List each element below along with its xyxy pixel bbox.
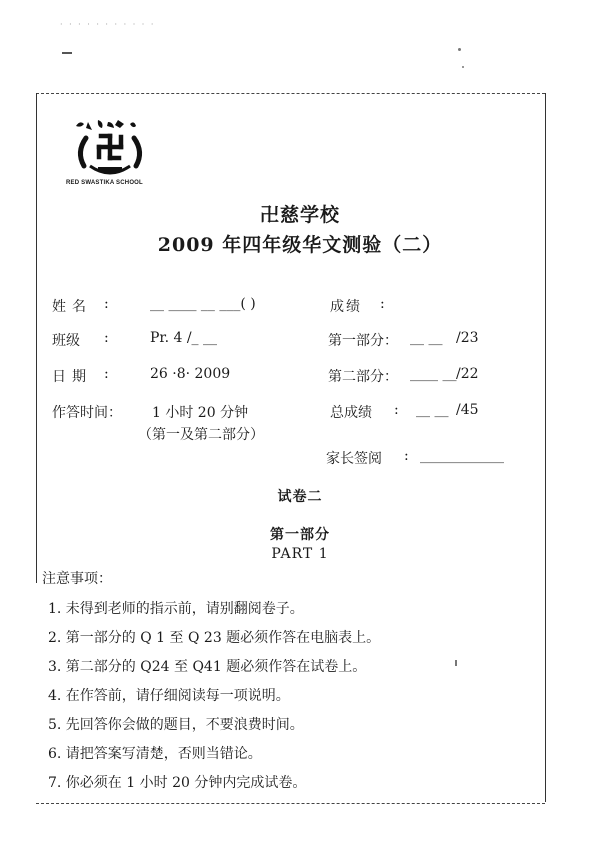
scan-header-noise: · · · · · · · · · · · xyxy=(60,20,156,29)
list-item: 6. 请把答案写清楚，否则当错论。 xyxy=(48,746,262,762)
scan-speck xyxy=(458,48,461,51)
part1-score-total: /23 xyxy=(456,330,479,346)
date-colon: : xyxy=(104,366,109,382)
school-logo-caption: RED SWASTIKA SCHOOL xyxy=(66,180,143,186)
date-value: 26 ·8· 2009 xyxy=(150,366,231,382)
list-item: 4. 在作答前，请仔细阅读每一项说明。 xyxy=(48,688,290,704)
list-item: 2. 第一部分的 Q 1 至 Q 23 题必须作答在电脑表上。 xyxy=(48,630,381,646)
name-label: 姓名 xyxy=(52,299,92,315)
list-item: 5. 先回答你会做的题目，不要浪费时间。 xyxy=(48,717,304,733)
scan-mark xyxy=(62,52,72,54)
paper-label: 试卷二 xyxy=(277,489,323,505)
part-label-cn: 第一部分 xyxy=(270,527,330,543)
overall-score-label: 总成绩 xyxy=(330,405,372,421)
part1-score-blank: __ __ xyxy=(410,330,443,346)
parent-signature-label: 家长签阅 xyxy=(326,451,382,467)
part1-score-label: 第一部分： xyxy=(328,333,398,349)
date-label: 日期 xyxy=(52,369,92,385)
class-colon: : xyxy=(104,330,109,346)
scan-speck xyxy=(462,66,464,68)
notice-heading: 注意事项： xyxy=(42,571,112,587)
parent-signature-blank: ____________ xyxy=(420,448,504,464)
part2-score-blank: ____ __ xyxy=(410,366,457,382)
time-value: 1 小时 20 分钟 xyxy=(152,405,249,421)
list-item: 1. 未得到老师的指示前，请别翻阅卷子。 xyxy=(48,601,304,617)
school-name: 卍慈学校 xyxy=(259,204,340,226)
score-label: 成绩 xyxy=(330,299,362,315)
school-emblem-icon xyxy=(62,112,162,182)
time-label: 作答时间： xyxy=(52,405,122,421)
overall-score-blank: __ __ xyxy=(416,402,449,418)
part2-score-total: /22 xyxy=(456,366,479,382)
parent-signature-colon: : xyxy=(404,448,409,464)
overall-score-total: /45 xyxy=(456,402,479,418)
time-note: （第一及第二部分） xyxy=(138,427,264,443)
name-blank: __ ____ __ ___( ) xyxy=(150,296,256,312)
list-item: 7. 你必须在 1 小时 20 分钟内完成试卷。 xyxy=(48,775,307,791)
list-item: 3. 第二部分的 Q24 至 Q41 题必须作答在试卷上。 xyxy=(48,659,367,675)
page-frame-left xyxy=(36,93,37,583)
score-colon: : xyxy=(380,296,385,312)
exam-title: 2009 年四年级华文测验（二） xyxy=(157,234,443,256)
part-label-en: PART 1 xyxy=(271,546,329,562)
overall-score-colon: : xyxy=(394,402,399,418)
name-colon: : xyxy=(104,296,109,312)
part2-score-label: 第二部分： xyxy=(328,369,398,385)
class-label: 班级 xyxy=(52,333,80,349)
instructions-list xyxy=(48,600,380,803)
class-value: Pr. 4 /_ __ xyxy=(150,330,217,346)
